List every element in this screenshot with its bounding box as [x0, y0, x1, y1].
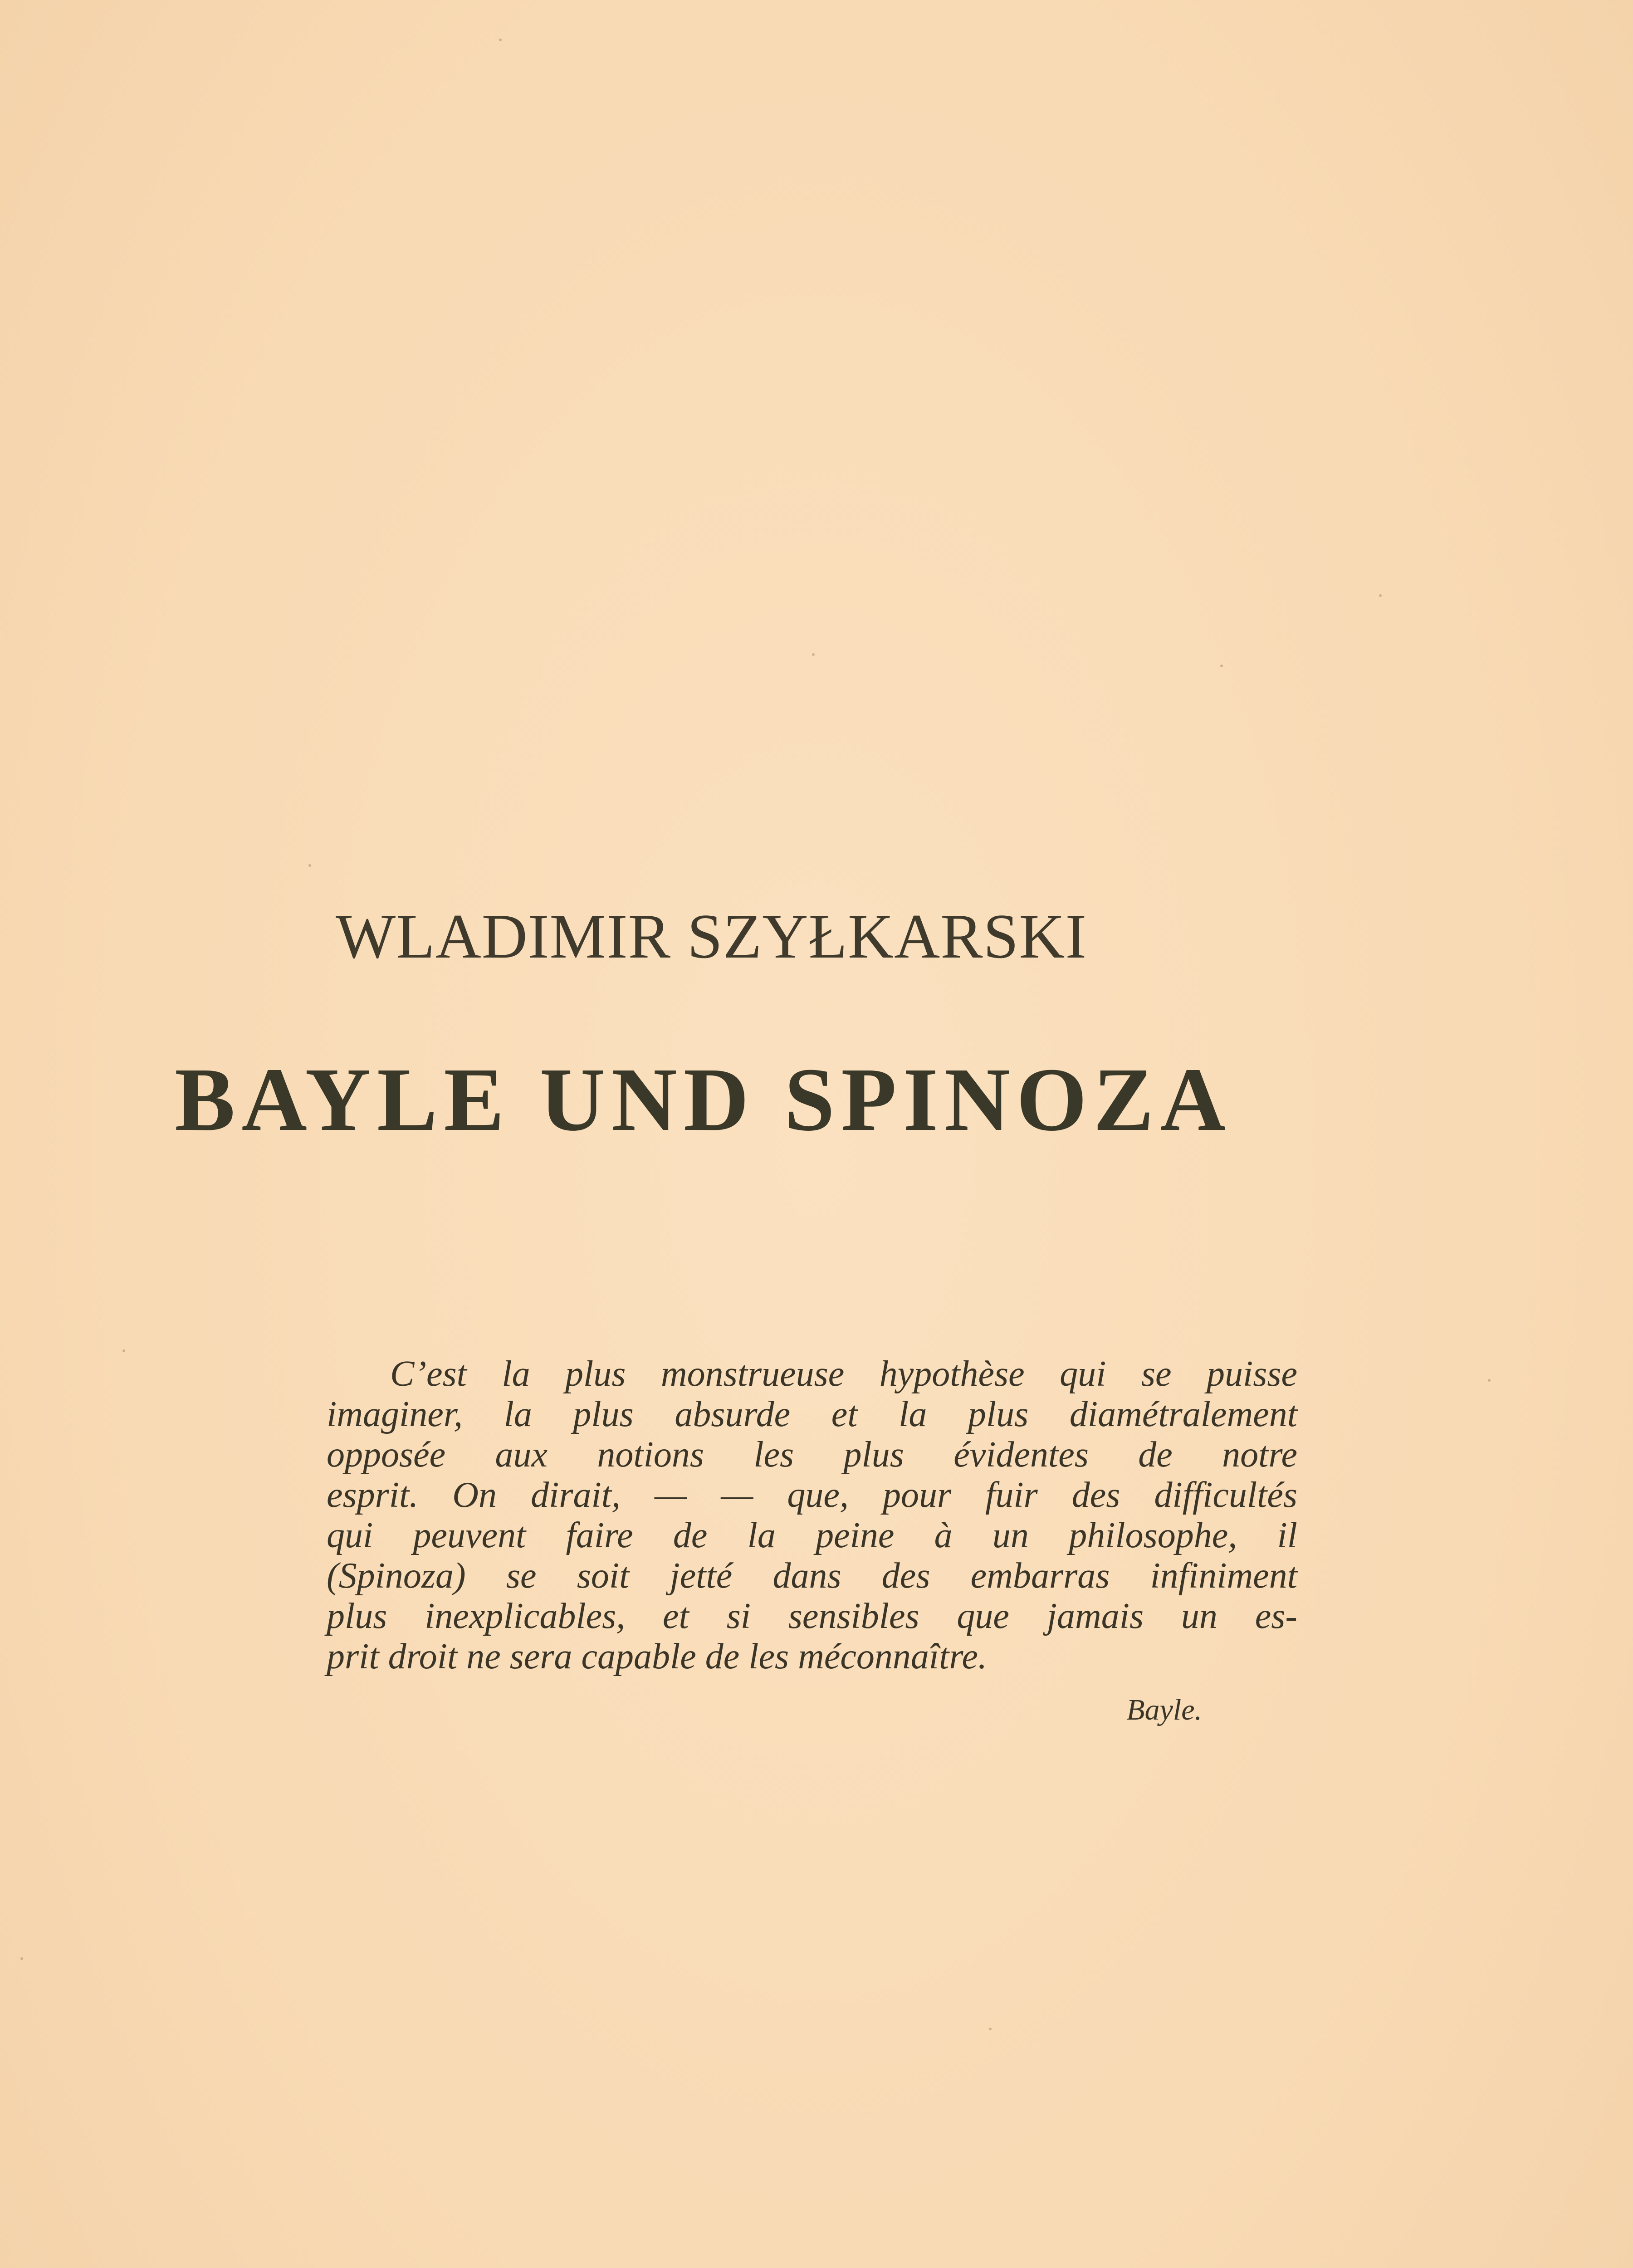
- epigraph-line: qui peuvent faire de la peine à un philosophe, il: [327, 1515, 1297, 1555]
- paper-speck: [499, 39, 502, 41]
- paper-speck: [1379, 594, 1382, 597]
- epigraph-line: plus inexplicables, et si sensibles que jamais un es-: [327, 1596, 1297, 1636]
- paper-speck: [308, 864, 311, 867]
- epigraph-line: prit droit ne sera capable de les méconnaître.: [327, 1637, 988, 1677]
- epigraph-line: imaginer, la plus absurde et la plus diamétralement: [327, 1394, 1297, 1434]
- epigraph-attribution: Bayle.: [1126, 1693, 1202, 1726]
- epigraph: [327, 1354, 1297, 1677]
- paper-speck: [122, 1349, 125, 1352]
- author-name: WLADIMIR SZYŁKARSKI: [336, 901, 1087, 972]
- paper-speck: [1220, 665, 1223, 667]
- epigraph-line: opposée aux notions les plus évidentes de notre: [327, 1435, 1297, 1475]
- paper-speck: [20, 1957, 23, 1960]
- paper-speck: [1488, 1379, 1491, 1382]
- paper-speck: [812, 653, 815, 656]
- book-title: BAYLE UND SPINOZA: [175, 1050, 1232, 1150]
- paper-speck: [989, 2028, 992, 2030]
- epigraph-line: C’est la plus monstrueuse hypothèse qui se puisse: [390, 1354, 1297, 1394]
- epigraph-line: esprit. On dirait, — — que, pour fuir des difficultés: [327, 1475, 1297, 1515]
- epigraph-line: (Spinoza) se soit jetté dans des embarras infiniment: [327, 1556, 1297, 1596]
